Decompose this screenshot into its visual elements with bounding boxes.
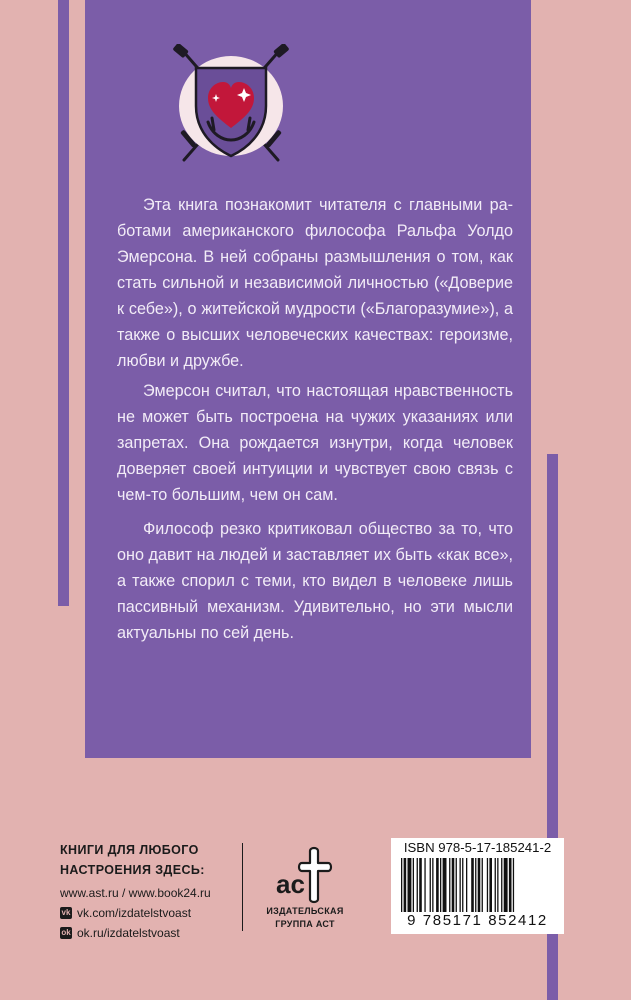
isbn-barcode <box>391 838 564 934</box>
barcode-bars <box>399 858 556 912</box>
description-paragraph-3: Философ резко критиковал общество за то, что оно давит на людей и заставляет их быть «как все», а также спорил с теми, кто видел в человеке лишь пассивный механизм. Удивительно, но эти мысли актуальны по сей день. <box>117 520 513 642</box>
promo-title: КНИГИ ДЛЯ ЛЮБОГО НАСТРОЕНИЯ ЗДЕСЬ: <box>60 843 205 877</box>
ok-icon: ok <box>61 928 71 937</box>
ast-logo-icon <box>270 845 340 905</box>
social-link-vk[interactable] <box>60 903 240 923</box>
social-link-ok[interactable] <box>60 923 240 943</box>
social-link-text: vk.com/izdatelstvoast <box>77 906 192 920</box>
isbn-label: ISBN 978-5-17-185241-2 <box>403 840 552 855</box>
publisher-logo <box>250 845 360 935</box>
promo-block <box>60 840 240 943</box>
social-link-text: ok.ru/izdatelstvoast <box>77 926 180 940</box>
barcode-digits: 9 785171 852412 <box>407 912 548 929</box>
ast-logo-text: ac <box>276 869 305 899</box>
footer-divider <box>242 843 243 931</box>
left-decorative-stripe <box>58 0 69 606</box>
vk-icon: vk <box>61 908 71 917</box>
shield-heart-swords-emblem-icon <box>168 44 294 166</box>
description-paragraph-1: Эта книга познакомит читателя с главными работами американского философа Ральфа Уолдо Эмерсона. В ней собраны размышления о том, как стать сильной и независимой личностью («Доверие к себе»), о житейской мудрости («Благоразумие»), а также о высших человеческих качествах: героизме, любви и дружбе. <box>117 196 513 370</box>
publisher-name: ИЗДАТЕЛЬСКАЯ ГРУППА АСТ <box>266 906 344 929</box>
description-paragraph-2: Эмерсон считал, что настоящая нравственность не может быть построена на чужих указаниях или запретах. Она рождается изнутри, когда человек доверяет своей интуиции и чувствует свою связь с чем-то большим, чем он сам. <box>117 382 513 504</box>
website-links[interactable]: www.ast.ru / www.book24.ru <box>60 886 211 900</box>
